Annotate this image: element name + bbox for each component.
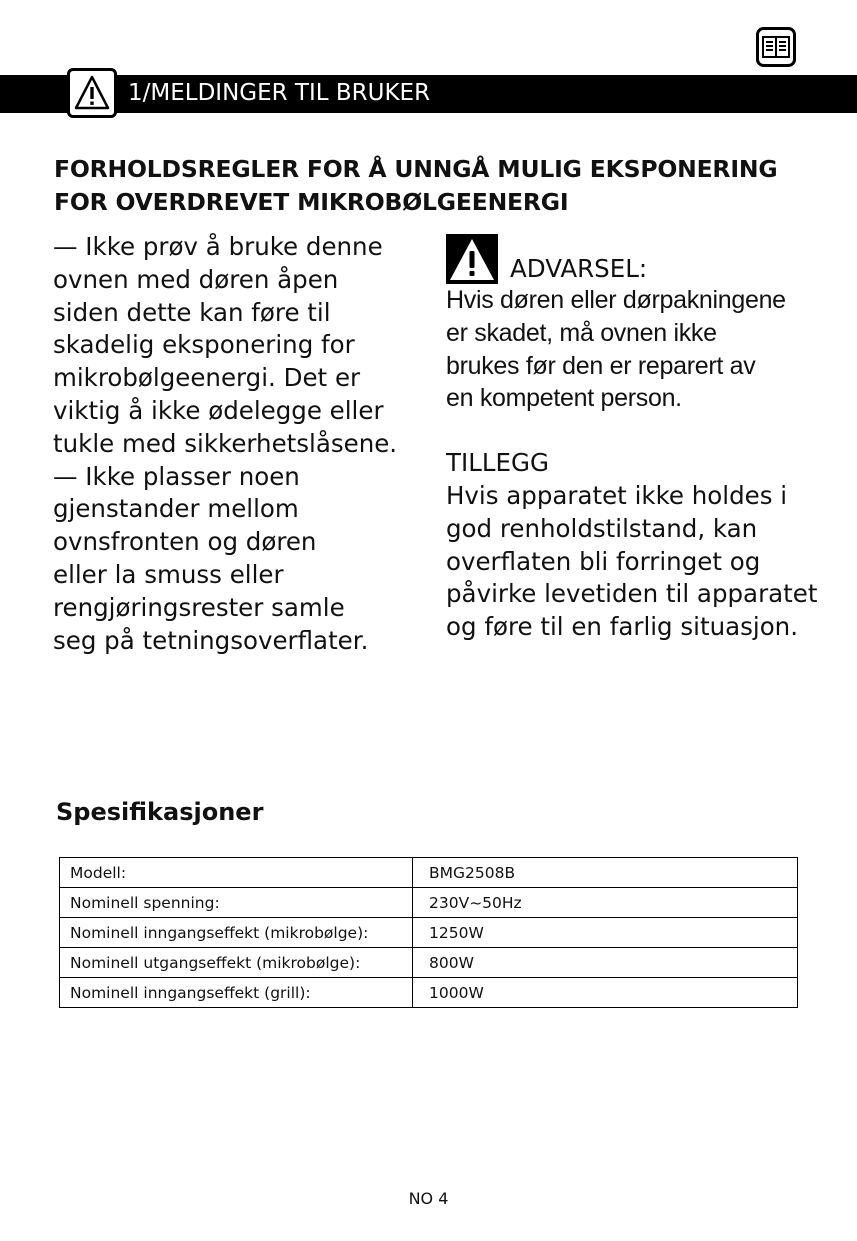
warning-body xyxy=(446,284,846,415)
text-line: viktig å ikke ødelegge eller xyxy=(53,395,384,425)
table-row xyxy=(60,918,798,948)
text-line: ovnen med døren åpen xyxy=(53,264,339,294)
spec-label: Modell: xyxy=(60,858,413,888)
spec-value: 800W xyxy=(413,948,798,978)
text-line: seg på tetningsoverflater. xyxy=(53,625,369,655)
text-line: skadelig eksponering for xyxy=(53,330,355,360)
text-line: ovnsfronten og døren xyxy=(53,527,317,557)
spec-value: 1250W xyxy=(413,918,798,948)
manual-book-icon xyxy=(756,27,796,67)
warning-sign-icon xyxy=(446,234,498,284)
heading-line-1: FORHOLDSREGLER FOR Å UNNGÅ MULIG EKSPONERING xyxy=(54,155,778,183)
text-line: Hvis apparatet ikke holdes i xyxy=(446,480,788,510)
table-row xyxy=(60,888,798,918)
table-row xyxy=(60,978,798,1008)
text-line: eller la smuss eller xyxy=(53,559,284,589)
precautions-text xyxy=(53,231,403,657)
text-line: er skadet, må ovnen ikke xyxy=(446,318,717,347)
text-line: — Ikke plasser noen xyxy=(53,461,300,491)
page-number: NO 4 xyxy=(408,1189,449,1208)
text-line: Hvis døren eller dørpakningene xyxy=(446,286,786,314)
warning-label: ADVARSEL: xyxy=(510,254,648,283)
spec-label: Nominell inngangseffekt (grill): xyxy=(60,978,413,1008)
warning-section xyxy=(446,234,846,644)
table-row xyxy=(60,948,798,978)
spec-value: 230V~50Hz xyxy=(413,888,798,918)
text-line: en kompetent person. xyxy=(446,384,682,413)
text-line: tukle med sikkerhetslåsene. xyxy=(53,428,398,458)
text-line: — Ikke prøv å bruke denne xyxy=(53,232,383,261)
text-line: påvirke levetiden til apparatet xyxy=(446,579,818,609)
text-line: siden dette kan føre til xyxy=(53,297,331,327)
text-line: overflaten bli forringet og xyxy=(446,546,761,576)
precautions-heading xyxy=(54,153,844,219)
warning-label-row xyxy=(446,234,846,284)
section-title: 1/MELDINGER TIL BRUKER xyxy=(128,80,431,106)
warning-triangle-icon xyxy=(67,68,117,118)
spec-label: Nominell inngangseffekt (mikrobølge): xyxy=(60,918,413,948)
spec-value: 1000W xyxy=(413,978,798,1008)
text-line: rengjøringsrester samle xyxy=(53,592,345,622)
specifications-title: Spesifikasjoner xyxy=(56,798,264,826)
table-row xyxy=(60,858,798,888)
heading-line-2: FOR OVERDREVET MIKROBØLGEENERGI xyxy=(54,188,569,216)
addendum-title: TILLEGG xyxy=(446,448,549,478)
specifications-table xyxy=(59,857,798,1008)
text-line: mikrobølgeenergi. Det er xyxy=(53,363,361,393)
spec-label: Nominell spenning: xyxy=(60,888,413,918)
text-line: god renholdstilstand, kan xyxy=(446,513,758,543)
text-line: gjenstander mellom xyxy=(53,494,299,524)
spec-value: BMG2508B xyxy=(413,858,798,888)
text-line: brukes før den er reparert av xyxy=(446,351,756,380)
text-line: og føre til en farlig situasjon. xyxy=(446,612,798,642)
spec-label: Nominell utgangseffekt (mikrobølge): xyxy=(60,948,413,978)
